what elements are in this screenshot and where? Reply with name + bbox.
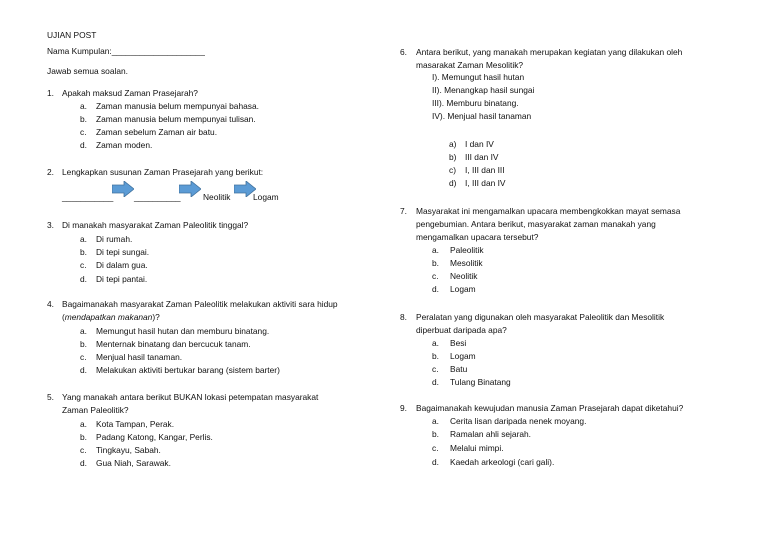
option-text: Zaman moden.: [96, 140, 153, 150]
option-text: Zaman manusia belum mempunyai bahasa.: [96, 101, 259, 111]
option-text: Kota Tampan, Perak.: [96, 419, 175, 429]
option-text: Logam: [450, 284, 476, 294]
option-letter: d.: [432, 284, 439, 294]
question-text: Apakah maksud Zaman Prasejarah?: [62, 88, 198, 98]
option-letter: b.: [432, 429, 439, 439]
option-text: Melalui mimpi.: [450, 443, 504, 453]
option-text: Neolitik: [450, 271, 478, 281]
option-letter: a): [449, 139, 457, 149]
answer-blank[interactable]: ___________: [62, 192, 114, 202]
option-text: Melakukan aktiviti bertukar barang (sistem barter): [96, 365, 280, 375]
option-letter: a.: [80, 419, 87, 429]
option-letter: c.: [80, 352, 87, 362]
option-letter: c.: [432, 364, 439, 374]
option-letter: a.: [432, 338, 439, 348]
option-text: Padang Katong, Kangar, Perlis.: [96, 432, 213, 442]
option-letter: b.: [80, 114, 87, 124]
option-letter: a.: [80, 234, 87, 244]
option-text: Di dalam gua.: [96, 260, 148, 270]
statement: III). Memburu binatang.: [432, 98, 519, 108]
option-letter: c.: [80, 260, 87, 270]
option-text: Gua Niah, Sarawak.: [96, 458, 171, 468]
question-number: 6.: [400, 47, 407, 57]
arrow-right-icon: [112, 181, 134, 197]
option-letter: b.: [432, 258, 439, 268]
option-text: III dan IV: [465, 152, 499, 162]
option-text: I dan IV: [465, 139, 494, 149]
question-number: 7.: [400, 206, 407, 216]
option-text: Kaedah arkeologi (cari gali).: [450, 457, 555, 467]
option-text: Di tepi sungai.: [96, 247, 150, 257]
option-letter: c.: [432, 443, 439, 453]
option-letter: d): [449, 178, 457, 188]
option-text: Menjual hasil tanaman.: [96, 352, 183, 362]
option-text: I, III dan III: [465, 165, 505, 175]
option-letter: c): [449, 165, 456, 175]
question-text: Bagaimanakah masyarakat Zaman Paleolitik melakukan aktiviti sara hidup: [62, 299, 338, 309]
question-text: Yang manakah antara berikut BUKAN lokasi petempatan masyarakat: [62, 392, 319, 402]
option-letter: c.: [80, 445, 87, 455]
arrow-right-icon: [179, 181, 201, 197]
question-text: Masyarakat ini mengamalkan upacara membengkokkan mayat semasa: [416, 206, 681, 216]
option-letter: b): [449, 152, 457, 162]
option-letter: a.: [80, 101, 87, 111]
question-text: Peralatan yang digunakan oleh masyarakat Paleolitik dan Mesolitik: [416, 312, 665, 322]
question-number: 1.: [47, 88, 54, 98]
statement: I). Memungut hasil hutan: [432, 72, 525, 82]
question-text-continued: masarakat Zaman Mesolitik?: [416, 60, 524, 70]
option-letter: a.: [432, 245, 439, 255]
question-number: 9.: [400, 403, 407, 413]
option-text: Di rumah.: [96, 234, 133, 244]
statement: II). Menangkap hasil sungai: [432, 85, 535, 95]
answer-blank[interactable]: __________: [134, 192, 181, 202]
question-text: Bagaimanakah kewujudan manusia Zaman Prasejarah dapat diketahui?: [416, 403, 684, 413]
option-letter: d.: [432, 457, 439, 467]
option-letter: c.: [80, 127, 87, 137]
option-text: Zaman manusia belum mempunyai tulisan.: [96, 114, 256, 124]
option-text: Di tepi pantai.: [96, 274, 148, 284]
option-text: Tulang Binatang: [450, 377, 511, 387]
question-number: 5.: [47, 392, 54, 402]
option-letter: d.: [80, 274, 87, 284]
option-text: I, III dan IV: [465, 178, 506, 188]
option-letter: a.: [80, 326, 87, 336]
option-text: Ramalan ahli sejarah.: [450, 429, 532, 439]
option-letter: c.: [432, 271, 439, 281]
question-number: 3.: [47, 220, 54, 230]
question-text-continued: (mendapatkan makanan)?: [62, 312, 160, 322]
option-text: Mesolitik: [450, 258, 483, 268]
question-text-continued: mengamalkan upacara tersebut?: [416, 232, 539, 242]
option-text: Memungut hasil hutan dan memburu binatang.: [96, 326, 270, 336]
group-name-field[interactable]: Nama Kumpulan:____________________: [47, 46, 205, 56]
question-number: 8.: [400, 312, 407, 322]
question-number: 4.: [47, 299, 54, 309]
instruction: Jawab semua soalan.: [47, 66, 129, 76]
question-text: Antara berikut, yang manakah merupakan kegiatan yang dilakukan oleh: [416, 47, 683, 57]
question-text: Lengkapkan susunan Zaman Prasejarah yang berikut:: [62, 167, 264, 177]
era-logam: Logam: [253, 192, 279, 202]
option-text: Cerita lisan daripada nenek moyang.: [450, 416, 587, 426]
option-text: Menternak binatang dan bercucuk tanam.: [96, 339, 251, 349]
question-text: Di manakah masyarakat Zaman Paleolitik tinggal?: [62, 220, 249, 230]
option-text: Paleolitik: [450, 245, 484, 255]
option-letter: d.: [80, 140, 87, 150]
question-text-continued: pengebumian. Antara berikut, masyarakat zaman manakah yang: [416, 219, 656, 229]
exam-title: UJIAN POST: [47, 30, 97, 40]
option-letter: a.: [432, 416, 439, 426]
option-text: Besi: [450, 338, 467, 348]
option-letter: d.: [80, 458, 87, 468]
option-letter: d.: [80, 365, 87, 375]
statement: IV). Menjual hasil tanaman: [432, 111, 532, 121]
question-number: 2.: [47, 167, 54, 177]
option-letter: d.: [432, 377, 439, 387]
option-text: Batu: [450, 364, 468, 374]
option-text: Zaman sebelum Zaman air batu.: [96, 127, 218, 137]
question-text-continued: Zaman Paleolitik?: [62, 405, 129, 415]
option-text: Tingkayu, Sabah.: [96, 445, 161, 455]
option-letter: b.: [80, 432, 87, 442]
question-text-continued: diperbuat daripada apa?: [416, 325, 507, 335]
option-letter: b.: [80, 339, 87, 349]
option-letter: b.: [432, 351, 439, 361]
era-neolitik: Neolitik: [203, 192, 231, 202]
option-text: Logam: [450, 351, 476, 361]
option-letter: b.: [80, 247, 87, 257]
